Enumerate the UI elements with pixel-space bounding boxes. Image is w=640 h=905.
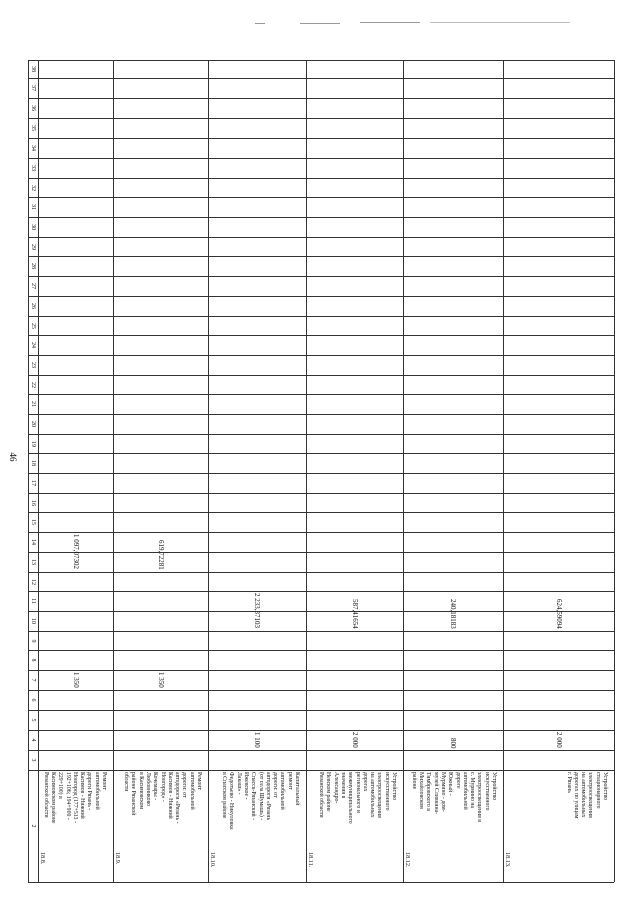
- row-description-line: Новгород» -: [159, 772, 166, 802]
- row-value-col6: 1 350: [71, 671, 80, 688]
- table-grid-row-line: [28, 197, 614, 198]
- row-value-col3: 1 100: [253, 731, 261, 748]
- header-column-number: 13: [30, 559, 36, 565]
- header-column-number: 11: [30, 598, 36, 604]
- table-grid-row-line: [28, 375, 614, 376]
- header-column-number: 29: [30, 243, 36, 250]
- row-description-line: Устройство: [491, 772, 497, 801]
- row-description-line: дороге: [454, 772, 461, 789]
- row-id-label: 18.12.: [404, 852, 411, 868]
- table-grid-row-line: [28, 493, 614, 494]
- header-column-number: 37: [30, 85, 36, 91]
- row-description-line: музей Сливкина-: [432, 772, 439, 815]
- header-column-number: 7: [30, 678, 36, 682]
- row-description-line: районе Рязанской: [130, 772, 137, 816]
- row-value-col9: 624,59094: [554, 599, 563, 630]
- header-column-number: 10: [30, 618, 36, 624]
- row-description-line: искусственного: [483, 772, 490, 811]
- row-description-line: Невском районе: [325, 772, 332, 812]
- row-description-line: г. Рязань: [565, 772, 572, 793]
- table-grid-column-line: [403, 60, 404, 882]
- row-description-line: с. Мурмино на: [469, 772, 476, 809]
- row-description-line: искусственного: [383, 772, 390, 811]
- row-description: [405, 772, 501, 880]
- row-description-line: Кочемары -: [152, 772, 159, 801]
- row-description-line: Федотьево - Никуловка: [228, 772, 235, 830]
- row-description-line: Александро-: [332, 772, 339, 804]
- row-description: [210, 772, 304, 880]
- row-description-line: 192+106; 194+900 -: [64, 772, 71, 820]
- table-grid-row-line: [28, 611, 614, 612]
- row-description-line: Спасск-Рязанский -: [250, 772, 257, 821]
- row-id-label: 18.11.: [307, 852, 314, 868]
- table-grid-row-line: [28, 552, 614, 553]
- header-column-number: 14: [30, 539, 36, 545]
- header-column-number: 3: [30, 758, 36, 762]
- table-grid-row-line: [28, 434, 614, 435]
- header-column-number: 35: [30, 125, 36, 131]
- row-description-line: в Касимовском: [137, 772, 144, 810]
- scan-mark: [300, 23, 340, 24]
- row-description-line: дороги Рязань -: [86, 772, 93, 811]
- header-column-number: 20: [30, 421, 36, 427]
- row-value-col3: 800: [449, 738, 457, 749]
- row-description-line: регионального и: [354, 772, 361, 813]
- table-grid-column-line: [38, 60, 39, 882]
- table-grid-row-line: [28, 78, 614, 79]
- row-description-line: Касимовском районе: [49, 772, 56, 824]
- header-column-number: 9: [30, 639, 36, 642]
- header-column-number: 2: [30, 824, 36, 828]
- row-description-line: электроосвещения: [587, 772, 594, 818]
- table-grid-row-line: [28, 690, 614, 691]
- header-column-number: 15: [30, 519, 36, 525]
- row-id-label: 18.8.: [39, 852, 46, 865]
- header-column-number: 33: [30, 165, 36, 171]
- row-description-line: в Спасском районе: [221, 772, 227, 819]
- table-grid-row-line: [28, 296, 614, 297]
- row-description-line: автомобильной: [188, 772, 195, 810]
- row-description-line: области: [123, 772, 129, 792]
- row-description-line: автомобильной: [93, 772, 100, 810]
- page-number: 46: [8, 452, 18, 462]
- table-grid-row-line: [28, 572, 614, 573]
- row-description-line: Мурмино - дом-: [439, 772, 446, 812]
- table-grid-column-line: [113, 60, 114, 882]
- row-description: [505, 772, 612, 880]
- row-description-line: дороги: от: [272, 772, 279, 798]
- table-grid-row-line: [28, 750, 614, 751]
- row-description-line: Устройство: [391, 772, 397, 801]
- row-description-line: Тимбровского в: [425, 772, 432, 811]
- header-column-number: 12: [30, 578, 36, 585]
- header-column-number: 38: [30, 66, 36, 72]
- table-grid-column-line: [503, 60, 504, 882]
- row-description-line: Устройство: [602, 772, 608, 801]
- table-grid-row-line: [28, 98, 614, 99]
- table-grid-row-line: [28, 276, 614, 277]
- row-description-line: на автомобильных: [580, 772, 587, 818]
- table-grid-row-line: [28, 335, 614, 336]
- row-description-line: ремонт: [286, 772, 293, 790]
- table-grid-row-line: [28, 394, 614, 395]
- header-column-number: 31: [30, 204, 36, 210]
- row-description-line: Лакаш» -: [235, 772, 242, 795]
- row-value-col9: 2 233,37103: [253, 592, 261, 628]
- row-id-label: 18.9.: [114, 852, 121, 865]
- row-value-col9: 240,18183: [449, 599, 457, 630]
- row-description-line: Ижевское -: [242, 772, 249, 800]
- row-value-col12: 1 097,07302: [71, 533, 80, 569]
- header-column-number: 5: [30, 718, 36, 722]
- table-grid-column-line: [614, 60, 615, 882]
- table-grid-row-line: [28, 138, 614, 139]
- row-description-line: районе: [410, 772, 417, 790]
- row-description-line: стационарного: [594, 772, 601, 809]
- row-value-col12: 619,72281: [156, 540, 165, 571]
- header-column-number: 18: [30, 460, 36, 466]
- document-table: [28, 60, 614, 882]
- table-grid-row-line: [28, 631, 614, 632]
- header-column-number: 27: [30, 283, 36, 289]
- header-column-number: 17: [30, 480, 36, 486]
- table-grid-row-line: [28, 60, 614, 61]
- row-description-line: Любовниково: [144, 772, 151, 807]
- row-value-col3: 2 000: [350, 731, 359, 748]
- table-grid-row-line: [28, 118, 614, 119]
- row-description-line: Капитальный: [294, 772, 300, 806]
- row-description-line: Касимов - Нижний: [79, 772, 86, 819]
- header-column-number: 6: [30, 698, 36, 702]
- table-grid-row-line: [28, 158, 614, 159]
- header-column-number: 21: [30, 401, 36, 407]
- header-column-number: 32: [30, 184, 36, 191]
- header-column-number: 8: [30, 658, 36, 662]
- table-grid-row-line: [28, 473, 614, 474]
- row-description-line: межмуниципального: [347, 772, 354, 824]
- header-column-number: 30: [30, 224, 36, 230]
- scan-mark: [360, 22, 420, 23]
- header-column-number: 16: [30, 499, 36, 506]
- row-description-line: автомобильной: [279, 772, 286, 810]
- header-column-number: 36: [30, 105, 36, 111]
- table-grid-row-line: [28, 650, 614, 651]
- row-description-line: Ремонт: [196, 772, 202, 790]
- row-description-line: автомобильной: [461, 772, 468, 810]
- header-column-number: 24: [30, 342, 36, 348]
- header-column-number: 4: [30, 738, 36, 742]
- header-column-number: 25: [30, 322, 36, 329]
- row-description-line: электроосвещения: [376, 772, 383, 818]
- row-description-line: автодороги «Рязань: [264, 772, 271, 821]
- header-column-number: 26: [30, 303, 36, 309]
- row-description-line: Михайловском: [418, 772, 424, 809]
- row-value-col3: 2 000: [554, 731, 563, 748]
- row-value-col6: 1 350: [156, 671, 165, 688]
- header-column-number: 19: [30, 440, 36, 447]
- table-grid-row-line: [28, 532, 614, 533]
- row-description-line: Южный -: [447, 772, 454, 796]
- header-column-number: 22: [30, 381, 36, 388]
- table-grid-row-line: [28, 882, 614, 883]
- table-grid-row-line: [28, 453, 614, 454]
- row-description-line: электроосвещения в: [476, 772, 483, 822]
- row-description-line: на автомобильных: [369, 772, 376, 818]
- header-column-number: 23: [30, 362, 36, 368]
- row-description-line: Новгород (177+513 -: [71, 772, 78, 823]
- row-description-line: Ремонт: [101, 772, 107, 790]
- row-description: [308, 772, 401, 880]
- row-description-line: дорогах: [361, 772, 368, 792]
- row-description-line: Касимов - Нижний: [166, 772, 173, 819]
- row-description-line: (от села Шумашь) -: [257, 772, 264, 821]
- table-grid-row-line: [28, 670, 614, 671]
- table-grid-column-line: [306, 60, 307, 882]
- table-grid-row-line: [28, 591, 614, 592]
- row-description-line: дороги: от: [181, 772, 188, 798]
- table-grid-row-line: [28, 414, 614, 415]
- row-description-line: Рязанской области: [318, 772, 324, 818]
- header-column-number: 34: [30, 145, 36, 151]
- row-id-label: 18.13.: [504, 852, 511, 868]
- row-value-col9: 587,41654: [350, 599, 359, 630]
- row-description-line: Рязанской области: [42, 772, 49, 818]
- scan-mark: [255, 23, 265, 24]
- row-description: [115, 772, 206, 880]
- table-grid-row-line: [28, 770, 614, 771]
- table-grid-row-line: [28, 730, 614, 731]
- table-grid-column-line: [208, 60, 209, 882]
- row-description-line: 229+100) в: [57, 772, 64, 799]
- row-description-line: автодороги «Рязань -: [174, 772, 181, 824]
- table-grid-row-line: [28, 178, 614, 179]
- table-grid-row-line: [28, 217, 614, 218]
- row-description-line: дорогах по улицам: [572, 772, 579, 819]
- table-grid-row-line: [28, 316, 614, 317]
- row-description: [40, 772, 111, 880]
- row-description-line: значения в: [339, 772, 346, 799]
- row-id-label: 18.10.: [209, 852, 216, 868]
- table-grid-row-line: [28, 237, 614, 238]
- table-grid-row-line: [28, 355, 614, 356]
- table-grid-row-line: [28, 710, 614, 711]
- header-column-number: 28: [30, 263, 36, 269]
- table-grid-row-line: [28, 256, 614, 257]
- scan-mark: [430, 22, 570, 23]
- table-grid-row-line: [28, 512, 614, 513]
